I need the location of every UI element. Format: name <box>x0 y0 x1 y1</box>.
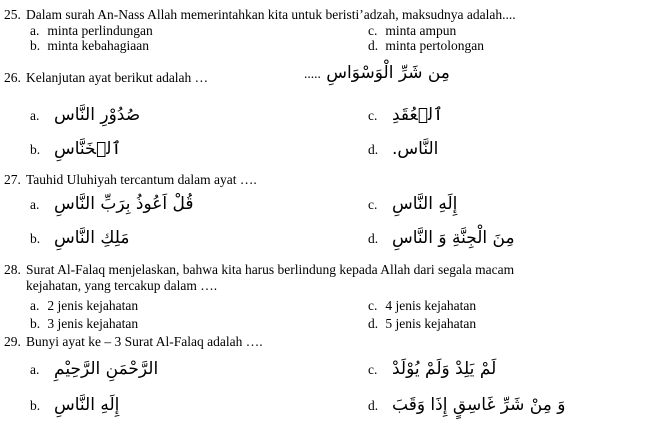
option-letter: b. <box>30 316 41 331</box>
option-text: الرَّحْمَنِ الرَّحِيْمِ <box>54 359 159 379</box>
option-c <box>368 195 457 214</box>
option-d <box>368 396 565 415</box>
option-text: minta pertolongan <box>385 38 484 53</box>
option-c <box>368 106 443 125</box>
option-b <box>30 396 119 415</box>
option-c <box>368 23 456 38</box>
option-c <box>368 298 476 313</box>
option-letter: c. <box>368 23 378 38</box>
option-b <box>30 316 138 331</box>
option-text: مِنَ الْجِنَّةِ وَ النَّاسِ <box>392 228 515 248</box>
option-letter: a. <box>30 108 40 123</box>
option-letter: a. <box>30 362 40 377</box>
option-letter: a. <box>30 23 40 38</box>
option-text: إِلَهِ النَّاسِ <box>392 194 458 214</box>
question-28-line <box>4 262 514 277</box>
option-letter: b. <box>30 231 41 246</box>
question-29-line <box>4 334 263 349</box>
question-text: Kelanjutan ayat berikut adalah … <box>26 70 209 85</box>
option-letter: c. <box>368 197 378 212</box>
option-text: 4 jenis kejahatan <box>385 298 477 313</box>
option-letter: d. <box>368 142 379 157</box>
option-b <box>30 229 129 248</box>
option-d <box>368 229 515 248</box>
option-letter: c. <box>368 298 378 313</box>
option-text: ٱلۡخَنَّاسِ <box>54 139 122 159</box>
option-letter: b. <box>30 38 41 53</box>
option-text: وَ مِنْ شَرِّ غَاسِقٍ إِذَا وَقَبَ <box>392 395 566 415</box>
ayah-text: مِن شَرِّ الْوَسْوَاسِ <box>326 63 450 83</box>
option-text: 3 jenis kejahatan <box>47 316 139 331</box>
option-letter: d. <box>368 231 379 246</box>
option-text: إِلَهِ النَّاسِ <box>54 395 120 415</box>
option-text: قُلْ اَعُوذُ بِرَبِّ النَّاسِ <box>54 194 194 214</box>
question-number: 27. <box>4 172 21 187</box>
question-27-line <box>4 172 257 187</box>
option-text: minta ampun <box>385 23 457 38</box>
option-text: 2 jenis kejahatan <box>47 298 139 313</box>
option-letter: b. <box>30 398 41 413</box>
option-b <box>30 38 149 53</box>
question-number: 28. <box>4 262 21 277</box>
option-text: صُدُوْرِ النَّاس <box>54 105 141 125</box>
option-letter: d. <box>368 398 379 413</box>
option-c <box>368 360 496 379</box>
question-28-continuation: kejahatan, yang tercakup dalam …. <box>26 278 218 293</box>
option-b <box>30 140 121 159</box>
option-a <box>30 106 140 125</box>
question-text: Dalam surah An-Nass Allah memerintahkan kita untuk beristi’adzah, maksudnya adalah.... <box>26 7 516 22</box>
blank-dots: ..... <box>304 66 321 81</box>
option-text: النَّاس. <box>392 139 439 159</box>
option-d <box>368 38 484 53</box>
question-text: Surat Al-Falaq menjelaskan, bahwa kita harus berlindung kepada Allah dari segala macam <box>26 262 515 277</box>
option-d <box>368 316 476 331</box>
question-text: Tauhid Uluhiyah tercantum dalam ayat …. <box>26 172 257 187</box>
option-text: minta kebahagiaan <box>47 38 149 53</box>
option-text: 5 jenis kejahatan <box>385 316 477 331</box>
option-text: مَلِكِ النَّاسِ <box>54 228 130 248</box>
option-d <box>368 140 438 159</box>
option-letter: d. <box>368 316 379 331</box>
option-letter: b. <box>30 142 41 157</box>
option-text: لَمْ يَلِدْ وَلَمْ يُوْلَدْ <box>392 359 497 379</box>
question-number: 25. <box>4 7 21 22</box>
option-letter: d. <box>368 38 379 53</box>
option-a <box>30 298 138 313</box>
option-letter: c. <box>368 108 378 123</box>
question-25-line <box>4 7 516 22</box>
option-a <box>30 23 153 38</box>
question-number: 26. <box>4 70 21 85</box>
option-text: minta perlindungan <box>47 23 153 38</box>
option-a <box>30 195 194 214</box>
question-text: Bunyi ayat ke – 3 Surat Al-Falaq adalah …. <box>26 334 263 349</box>
option-text: ٱلۡعُقَدِ <box>392 105 444 125</box>
question-26-line <box>4 70 208 85</box>
question-26-ayah <box>304 64 450 83</box>
option-letter: a. <box>30 298 40 313</box>
option-a <box>30 360 158 379</box>
option-letter: c. <box>368 362 378 377</box>
option-letter: a. <box>30 197 40 212</box>
question-number: 29. <box>4 334 21 349</box>
